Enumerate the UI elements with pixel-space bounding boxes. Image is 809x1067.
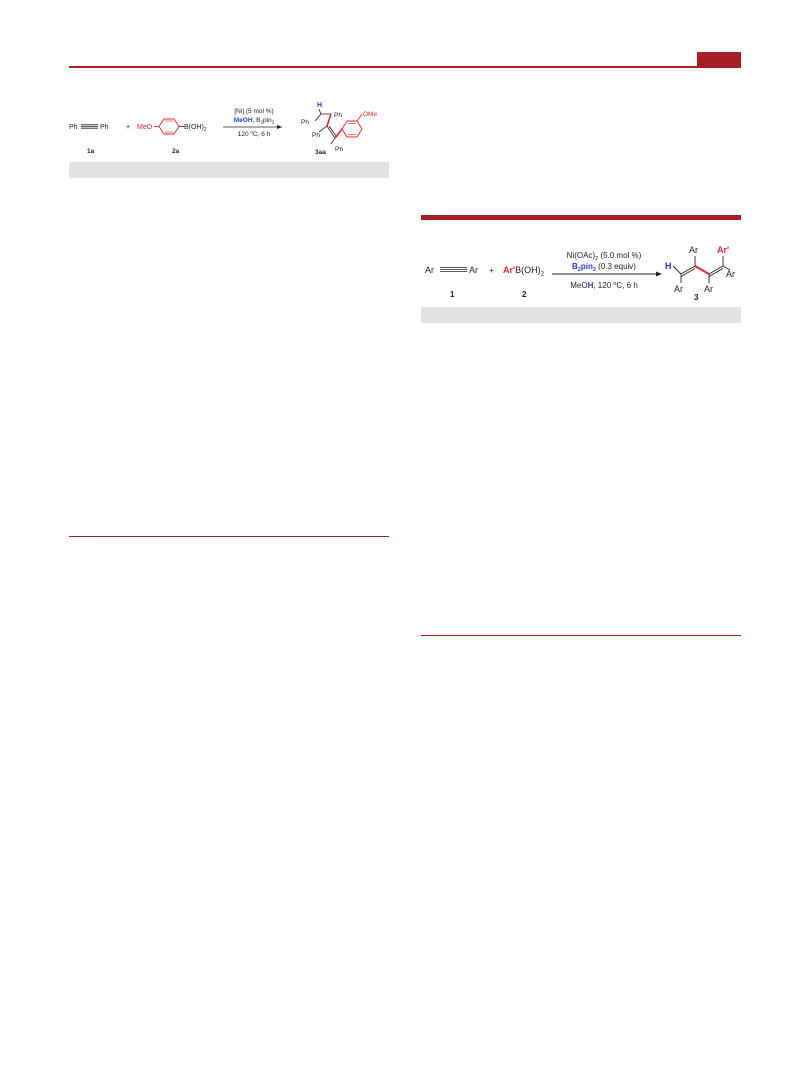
page-header-rule: [69, 66, 741, 68]
reaction-scheme-right: [421, 236, 741, 306]
product-ph-left: Ph: [301, 119, 309, 126]
reactant2-meo: MeO: [137, 124, 153, 131]
table-header-bar-right: [421, 307, 741, 323]
table-header-bar-left: [69, 162, 389, 178]
scheme-top-rule: [421, 215, 741, 220]
r-reactant1-ar-right: Ar: [469, 265, 478, 275]
r-product-ar-top: Ar: [689, 245, 698, 255]
reaction-scheme-left: [69, 96, 389, 162]
page-number-tab: [697, 52, 741, 66]
r-condition-solvent-temp: MeOH, 120 $^o$C, 6 h: [570, 281, 638, 290]
condition-temperature: 120 $^o$C, 6 h: [237, 129, 271, 138]
product-h: H: [317, 102, 323, 109]
r-label-3: 3: [694, 293, 699, 302]
product-ph-bottom: Ph: [335, 146, 343, 153]
condition-reagents: MeOH, $B_2pin_2$: [233, 117, 275, 125]
r-product-ar-bottom-mid: Ar: [704, 284, 713, 294]
section-rule-left: [69, 536, 389, 537]
r-plus-sign: +: [489, 266, 494, 275]
r-condition-catalyst: $Ni(OAc)_2$ (5.0 mol %): [566, 251, 642, 262]
r-reactant2: $Ar'B(OH)_2$: [503, 265, 544, 278]
r-label-2: 2: [522, 290, 527, 299]
r-product-ar-bottom-left: Ar: [674, 284, 683, 294]
r-reactant1-ar-left: Ar: [425, 265, 434, 275]
section-rule-right: [421, 635, 741, 636]
label-1a: 1a: [87, 148, 95, 155]
r-label-1: 1: [450, 290, 455, 299]
reactant1-ph-right: Ph: [100, 124, 109, 131]
product-ph-top: Ph: [334, 112, 342, 119]
label-3aa: 3aa: [315, 149, 326, 156]
product-ph-mid: Ph: [312, 132, 320, 139]
reactant1-ph-left: Ph: [69, 124, 78, 131]
r-product-ar-prime: Ar': [717, 245, 730, 255]
r-condition-reagent: $B_2pin_2$ (0.3 equiv): [572, 262, 636, 273]
condition-catalyst: [Ni] (5 mol %): [234, 108, 274, 115]
product-ome: OMe: [363, 111, 378, 118]
r-product-ar-right: Ar: [726, 269, 735, 279]
r-product-h: H: [665, 261, 672, 271]
label-2a: 2a: [172, 148, 180, 155]
plus-sign: +: [126, 124, 131, 131]
reactant2-boronic: $B(OH)_2$: [184, 124, 207, 133]
